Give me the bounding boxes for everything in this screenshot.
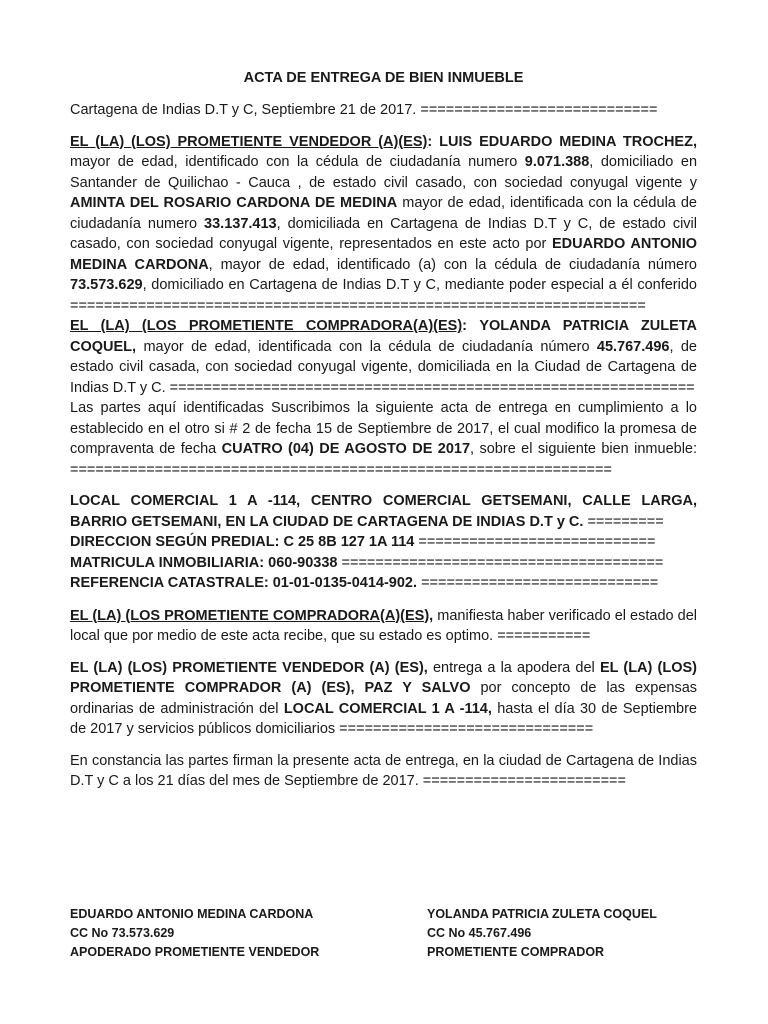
signature-vendedor-name: EDUARDO ANTONIO MEDINA CARDONA [70,907,314,921]
vendedor-colon: : [427,133,433,150]
inmueble-matricula-fill: ====================================== [341,554,664,571]
signature-vendedor-role: APODERADO PROMETIENTE VENDEDOR [70,945,320,959]
vendedor-id-2: 33.137.413 [204,215,277,232]
document-body [70,70,697,803]
vendedor-name-1: LUIS EDUARDO MEDINA TROCHEZ, [439,133,697,150]
inmueble-local [70,491,697,532]
verificacion-text: manifiesta haber verificado el estado del local que por medio de este acta recibe, que su estado es optimo. =========== [70,607,698,644]
compradora-heading: EL (LA) (LOS PROMETIENTE COMPRADORA(A)(ES) [70,318,463,334]
partes-text-2: , sobre el siguiente bien inmueble: ================================================================ [70,441,698,478]
vendedor-heading: EL (LA) (LOS) PROMETIENTE VENDEDOR (A)(ES) [70,133,428,150]
inmueble-local-fill: ========= [587,513,664,530]
inmueble-direccion-fill: ============================ [418,534,656,550]
vendedor-text-2: , domiciliado en Santander de Quilichao - Cauca , de estado civil casado, con sociedad conyugal vigente y [70,154,698,191]
entrega-text-3: hasta el día 30 de Septiembre de 2017 y servicios públicos domiciliarios ============================== [70,700,697,737]
entrega-paragraph [70,658,697,740]
signature-comprador-name: YOLANDA PATRICIA ZULETA COQUEL [427,907,657,921]
inmueble-direccion [70,532,697,553]
vendedor-text-1: mayor de edad, identificado con la cédula de ciudadanía numero [70,154,518,170]
compradora-id: 45.767.496 [596,338,670,355]
signature-comprador-role: PROMETIENTE COMPRADOR [427,945,605,959]
entrega-bold-3: LOCAL COMERCIAL 1 A -114, [283,700,492,717]
inmueble-local-text: LOCAL COMERCIAL 1 A -114, CENTRO COMERCIAL GETSEMANI, CALLE LARGA, BARRIO GETSEMANI, EN LA CIUDAD DE CARTAGENA DE INDIAS D.T y C. [70,493,697,530]
date-line: Cartagena de Indias D.T y C, Septiembre 21 de 2017. ============================ [70,102,658,118]
inmueble-referencia-text: REFERENCIA CATASTRALE: 01-01-0135-0414-902. [70,575,418,591]
compradora-name: YOLANDA PATRICIA ZULETA COQUEL, [70,318,698,355]
signature-comprador [427,905,657,962]
vendedor-text-3: mayor de edad, identificada con la cédula de ciudadanía numero [70,195,698,232]
entrega-bold-1: EL (LA) (LOS) PROMETIENTE VENDEDOR (A) (ES), [70,659,428,676]
inmueble-referencia-fill: ============================ [421,575,659,591]
constancia-paragraph: En constancia las partes firman la presente acta de entrega, en la ciudad de Cartagena de Indias D.T y C a los 21 días del mes de Septiembre de 2017. ======================== [70,752,697,789]
inmueble-direccion-text: DIRECCION SEGÚN PREDIAL: C 25 8B 127 1A 114 [70,534,415,550]
compradora-text-2: , de estado civil casada, con sociedad conyugal vigente, domiciliada en la Ciudad de Cartagena de Indias D.T y C. ============================================================== [70,338,698,396]
signature-vendedor-cc: CC No 73.573.629 [70,926,175,940]
vendedor-paragraph [70,132,697,317]
partes-text-1: Las partes aquí identificadas Suscribimos la siguiente acta de entrega en cumplimiento a lo establecido en el otro si # 2 de fecha 15 de Septiembre de 2017, el cual modifico la promesa de compraventa de fecha [70,400,697,457]
compradora-colon: : [462,318,467,334]
vendedor-text-4: , domiciliada en Cartagena de Indias D.T y C, de estado civil casado, con sociedad conyugal vigente, representados en este acto por [70,215,697,252]
inmueble-matricula-text: MATRICULA INMOBILIARIA: 060-90338 [70,554,338,571]
partes-paragraph [70,398,697,480]
entrega-text-2: por concepto de las expensas ordinarias de administración del [70,680,698,717]
signature-vendedor [70,905,319,962]
entrega-bold-2: EL (LA) (LOS) PROMETIENTE COMPRADOR (A) (ES), PAZ Y SALVO [70,659,697,696]
signature-comprador-cc: CC No 45.767.496 [427,926,532,940]
vendedor-text-5: , mayor de edad, identificado (a) con la cédula de ciudadanía número [208,256,697,273]
vendedor-name-3: EDUARDO ANTONIO MEDINA CARDONA [70,236,697,273]
entrega-text-1: entrega a la apodera del [432,659,595,676]
compradora-text-1: mayor de edad, identificada con la cédula de ciudadanía número [143,338,590,355]
vendedor-id-3: 73.573.629 [70,277,143,293]
verificacion-paragraph [70,606,697,647]
inmueble-block [70,491,697,594]
partes-fecha: CUATRO (04) DE AGOSTO DE 2017 [221,441,471,457]
vendedor-name-2: AMINTA DEL ROSARIO CARDONA DE MEDINA [70,195,398,211]
vendedor-text-6: , domiciliado en Cartagena de Indias D.T y C, mediante poder especial a él conferido ==================================================================== [70,277,697,314]
verificacion-heading: EL (LA) (LOS PROMETIENTE COMPRADORA(A)(ES), [70,607,434,624]
inmueble-referencia [70,573,697,594]
inmueble-matricula [70,553,697,574]
compradora-paragraph [70,316,697,398]
document-title: ACTA DE ENTREGA DE BIEN INMUEBLE [243,70,524,86]
vendedor-id-1: 9.071.388 [524,154,590,170]
